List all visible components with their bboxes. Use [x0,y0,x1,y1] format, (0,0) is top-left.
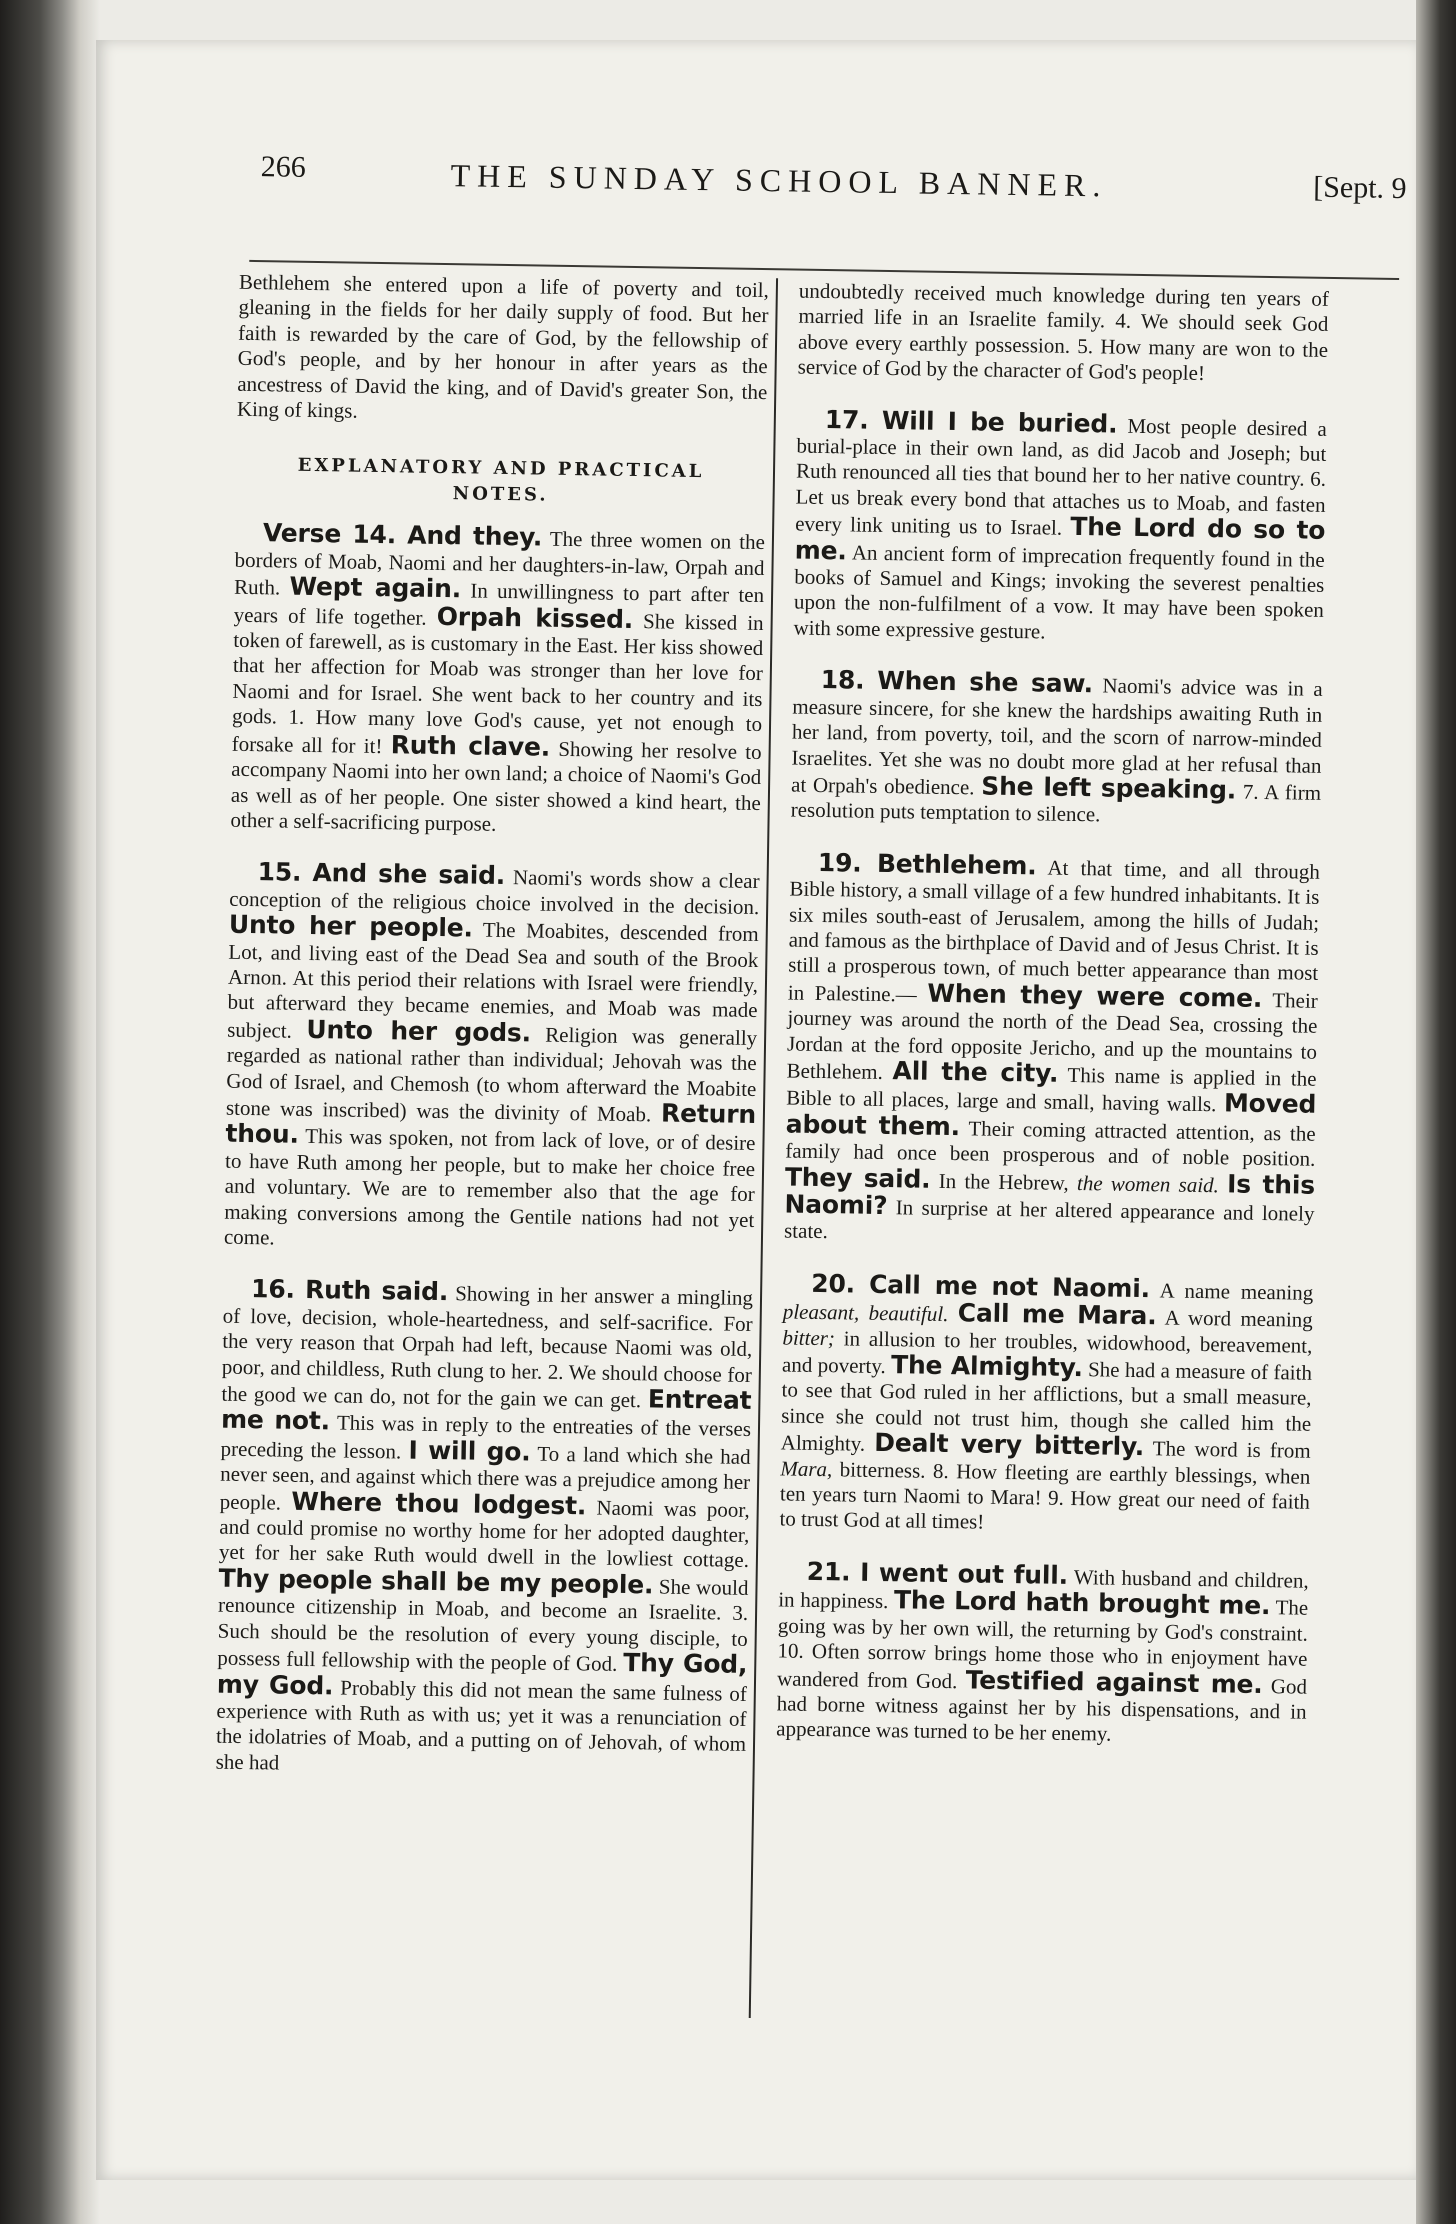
note-verse-17: 17. Will I be buried. Most people desired a burial-place in their own land, as did Jacob and Joseph; but Ruth renounced all ties that bound her to her native country. 6. Let us break every bond that attaches us to Moab, and fasten every link uniting us to Israel. The Lord do so to me. An ancient form of imprecation frequently found in the books of Samuel and Kings; invoking the severest penalties upon the non-fulfilment of a vow. It may have been spoken with some expressive gesture. [793,404,1327,644]
keyword: 21. I went out full. [806,1556,1069,1590]
right-column [776,279,1329,1765]
note-verse-20: 20. Call me not Naomi. A name meaning pleasant, beautiful. Call me Mara. A word meaning bitter; in allusion to her troubles, widowhood, bereavement, and poverty. The Almighty. She had a measure of faith to see that God ruled in her afflictions, but a small measure, since she could not trust him, though she called him the Almighty. Dealt very bitterly. The word is from Mara, bitterness. 8. How fleeting are earthly blessings, when ten years turn Naomi to Mara! 9. How great our need of faith to trust God at all times! [779,1268,1314,1535]
keyword: Return thou. [225,1098,757,1150]
keyword: Thy God, my God. [216,1648,748,1700]
keyword: Moved about them. [785,1088,1317,1141]
keyword: 18. When she saw. [820,665,1094,699]
issue-date: [Sept. 9 [1312,170,1407,206]
section-heading [235,452,766,512]
book-edge-shadow [1416,0,1456,2224]
keyword: Call me Mara. [957,1298,1157,1331]
keyword: 15. And she said. [257,857,506,891]
note-verse-19: 19. Bethlehem. At that time, and all through Bible history, a small village of a few hundred inhabitants. It is six miles south-east of Jerusalem, among the hills of Judah; and famous as the birthplace of David and of Jesus Christ. It is still a prosperous town, of much better appearance than most in Palestine.— When they were come. Their journey was around the north of the Dead Sea, crossing the Jordan at the ford opposite Jericho, and up the mountains to Bethlehem. All the city. This name is applied in the Bible to all places, large and small, having walls. Moved about them. Their coming attracted attention, as the family had once been prosperous and of noble position. They said. In the Hebrew, the women said. Is this Naomi? In surprise at her altered appearance and lonely state. [783,847,1321,1244]
page-content [79,30,1432,2190]
keyword: 19. Bethlehem. [817,847,1037,881]
keyword: Verse 14. And they. [262,518,543,553]
continuation-paragraph: undoubtedly received much knowledge during ten years of married life in an Israelite family. 4. We should seek God above every earthly possession. 5. How many are won to the service of God by the character of God's people! [797,278,1329,386]
keyword: They said. [784,1162,931,1194]
keyword: She left speaking. [981,771,1237,805]
italic-text: Mara, [780,1456,833,1481]
note-verse-16: 16. Ruth said. Showing in her answer a mingling of love, decision, whole-heartedness, and self-sacrifice. For the very reason that Orpah had left, because Naomi was old, poor, and childless, Ruth clung to her. 2. We should choose for the good we can do, not for the gain we can get. Entreat me not. This was in reply to the entreaties of the verses preceding the lesson. I will go. To a land which she had never seen, and against which there was a prejudice among her people. Where thou lodgest. Naomi was poor, and could promise no worthy home for her adopted daughter, yet for her sake Ruth would dwell in the lowliest cottage. Thy people shall be my people. She would renounce citizenship in Moab, and become an Israelite. 3. Such should be the resolution of every young disciple, to possess full fellowship with the people of God. Thy God, my God. Probably this did not mean the same fulness of experience with Ruth as with us; yet it was a renunciation of the idolatries of Moab, and a putting on of Jehovah, of whom she had [215,1274,754,1775]
italic-text: bitter; [782,1325,836,1350]
note-verse-15: 15. And she said. Naomi's words show a clear conception of the religious choice involved in the decision. Unto her people. The Moabites, descended from Lot, and living east of the Dead Sea and south of the Brook Arnon. At this period their relations with Israel were friendly, but afterward they became enemies, and Moab was made subject. Unto her gods. Religion was generally regarded as national rather than individual; Jehovah was the God of Israel, and Chemosh (to whom afterward the Moabite stone was inscribed) was the divinity of Moab. Return thou. This was spoken, not from lack of love, or of desire to have Ruth among her people, but to make her choice free and voluntary. We are to remember also that the age for making conversions among the Gentile nations had not yet come. [223,857,760,1250]
section-heading-line-2: NOTES. [452,483,549,507]
keyword: 20. Call me not Naomi. [811,1268,1151,1304]
keyword: Orpah kissed. [436,601,634,634]
keyword: Dealt very bitterly. [874,1428,1145,1462]
keyword: Ruth clave. [390,729,551,762]
keyword: Thy people shall be my people. [218,1563,654,1600]
running-title: THE SUNDAY SCHOOL BANNER. [450,157,1108,204]
keyword: The Lord hath brought me. [893,1585,1271,1621]
keyword: Testified against me. [965,1664,1263,1699]
keyword: 16. Ruth said. [250,1274,449,1307]
keyword: Where thou lodgest. [291,1486,587,1521]
left-column [215,270,769,1797]
keyword: Wept again. [289,571,462,604]
book-page [96,40,1416,2180]
keyword: I will go. [408,1435,531,1467]
italic-text: pleasant, beautiful. [782,1299,949,1327]
page-number: 266 [260,150,307,184]
keyword: The Almighty. [890,1350,1084,1383]
keyword: When they were come. [927,978,1263,1013]
keyword: All the city. [892,1056,1059,1088]
note-verse-14: Verse 14. And they. The three women on the borders of Moab, Naomi and her daughters-in-law, Orpah and Ruth. Wept again. In unwillingness to part after ten years of life together. Orpah kissed. She kissed in token of farewell, as is customary in the East. Her kiss showed that her affection for Moab was stronger than her love for Naomi and for Israel. She went back to her country and its gods. 1. How many love God's cause, yet not enough to forsake all for it! Ruth clave. Showing her resolve to accompany Naomi into her own land; a choice of Naomi's God as well as of her people. One sister showed a kind heart, the other a self-sacrificing purpose. [230,518,766,836]
intro-paragraph: Bethlehem she entered upon a life of poverty and toil, gleaning in the fields for her daily supply of food. But her faith is rewarded by the care of God, by the fellowship of God's people, and by her honour in after years as the ancestress of David the king, and of David's greater Son, the King of kings. [236,269,770,423]
note-verse-21: 21. I went out full. With husband and children, in happiness. The Lord hath brought me. The going was by her own will, the returning by God's constraint. 10. Often sorrow brings home those who in enjoyment have wandered from God. Testified against me. God had borne witness against her by his dispensations, and in appearance was turned to be her enemy. [776,1556,1309,1746]
keyword: Unto her people. [228,909,474,943]
keyword: Entreat me not. [220,1384,752,1436]
keyword: Is this Naomi? [784,1169,1316,1221]
keyword: Unto her gods. [306,1014,532,1048]
keyword: The Lord do so to me. [794,512,1326,566]
section-heading-line-1: EXPLANATORY AND PRACTICAL [297,455,705,483]
note-verse-18: 18. When she saw. Naomi's advice was in a measure sincere, for she knew the hardships awaiting Ruth in her land, from poverty, toil, and the scorn of narrow-minded Israelites. Yet she was no doubt more glad at her refusal than at Orpah's obedience. She left speaking. 7. A firm resolution puts temptation to silence. [790,665,1323,827]
page-header [260,150,1407,228]
keyword: 17. Will I be buried. [824,404,1118,439]
italic-text: the women said. [1076,1170,1220,1197]
